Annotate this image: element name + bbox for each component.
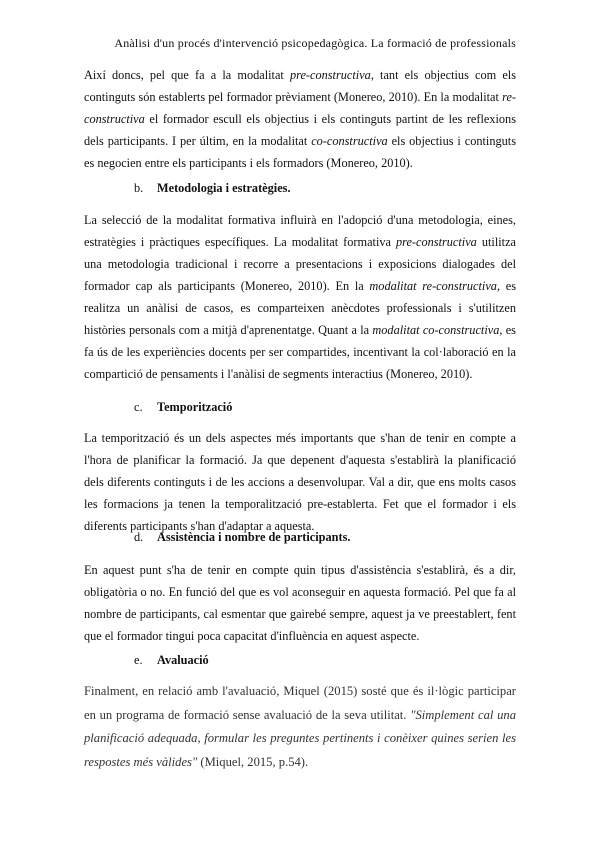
heading-letter: d.: [134, 530, 144, 544]
heading-b: [134, 181, 291, 196]
italic-term: modalitat re-constructiva: [369, 279, 497, 293]
text: Finalment, en relació amb l'avaluació, Miquel (2015) sosté que és il·lògic participar en un programa de formació sense avaluació de la seva utilitat.: [84, 684, 516, 722]
text: utilitza una metodologia tradicional i recorre a presentacions i exposicions dialogades del formador cap als participants (Monereo, 2010). En la: [84, 235, 516, 293]
heading-d: [134, 530, 350, 545]
heading-letter: b.: [134, 181, 144, 195]
heading-c: [134, 400, 232, 415]
paragraph-methodology: [84, 209, 516, 385]
italic-term: re-constructiva: [84, 90, 516, 126]
running-header: Anàlisi d'un procés d'intervenció psicopedagògica. La formació de professionals: [114, 36, 516, 50]
text: Així doncs, pel que fa a la modalitat: [84, 68, 290, 82]
text: els objectius i continguts es negocien entre els participants i els formadors (Monereo, 2010).: [84, 134, 516, 170]
heading-e: [134, 653, 209, 668]
italic-term: co-constructiva: [311, 134, 388, 148]
heading-title: Assistència i nombre de participants.: [157, 530, 351, 544]
italic-quote: "Simplement cal una planificació adequada, formular les preguntes pertinents i conèixer quines serien les respostes més vàlides": [84, 707, 516, 770]
text: , es realitza un anàlisi de casos, es comparteixen anècdotes professionals i s'utilitzen històries personals com a mitjà d'aprenentatge. Quant a la: [84, 279, 516, 337]
heading-letter: e.: [134, 653, 143, 667]
italic-term: pre-constructiva: [396, 235, 477, 249]
italic-term: pre-constructiva: [289, 68, 371, 82]
heading-title: Temporització: [157, 400, 233, 414]
paragraph-attendance: En aquest punt s'ha de tenir en compte quin tipus d'assistència s'establirà, és a dir, obligatòria o no. En funció del que es vol aconseguir en aquesta formació. Pel que fa al nombre de participants, cal esmentar que gairebé sempre, aquest ja ve preestablert, fent que el formador tingui poca capacitat d'influència en aquest aspecte.: [84, 563, 516, 643]
paragraph-modalities: [84, 64, 516, 174]
text: el formador escull els objectius i els continguts partint de les reflexions dels participants. I per últim, en la modalitat: [84, 112, 516, 148]
text: , tant els objectius com els continguts són establerts pel formador prèviament (Monereo, 2010). En la modalitat: [84, 68, 516, 104]
text: , es fa ús de les experiències docents per ser compartides, incentivant la col·laboració en la compartició de pensaments i l'anàlisi de segments interactius (Monereo, 2010).: [84, 323, 516, 381]
text: La selecció de la modalitat formativa influirà en l'adopció d'una metodologia, eines, estratègies i pràctiques específiques. La modalitat formativa: [84, 213, 516, 249]
text: (Miquel, 2015, p.54).: [197, 755, 309, 770]
heading-letter: c.: [134, 400, 143, 414]
paragraph-timing: La temporització és un dels aspectes més importants que s'han de tenir en compte a l'hora de planificar la formació. Ja que depenent d'aquesta s'establirà la planificació dels diferents continguts i de les accions a desenvolupar. Val a dir, que ens molts casos les formacions ja tenen la temporalització pre-establerta. Fet que el formador i els diferents participants s'han d'adaptar a aquesta.: [84, 431, 516, 533]
heading-title: Avaluació: [157, 653, 209, 667]
paragraph-evaluation: [84, 680, 516, 775]
heading-title: Metodologia i estratègies.: [157, 181, 291, 195]
italic-term: modalitat co-constructiva: [372, 323, 500, 337]
